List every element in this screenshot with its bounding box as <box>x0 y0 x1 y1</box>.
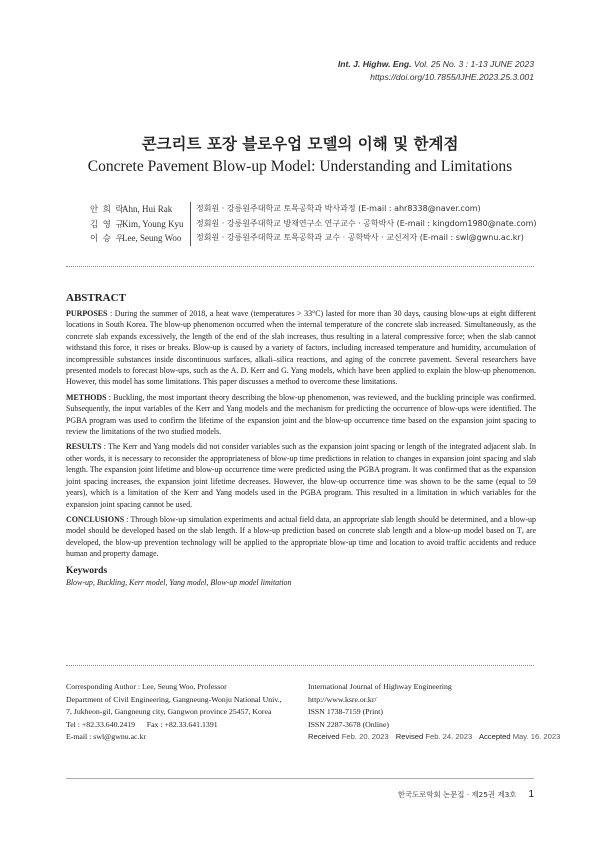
corresponding-author <box>66 681 282 744</box>
corresponding-line: Department of Civil Engineering, Gangneung-Wonju National Univ., <box>66 694 282 704</box>
corresponding-line: Tel : +82.33.640.2419 Fax : +82.33.641.1391 <box>66 719 218 729</box>
revised-label: Revised <box>395 732 424 741</box>
keywords-heading: Keywords <box>66 565 108 576</box>
journal-info <box>308 681 565 744</box>
purposes-label: PURPOSES <box>66 309 108 318</box>
author-name-ko: 김 영 규 <box>90 218 125 229</box>
author-name-en: Kim, Young Kyu <box>122 218 184 229</box>
footer-journal-ko: 한국도로학회 논문집 · 제25권 제3호 <box>397 790 517 799</box>
author-row <box>90 217 537 232</box>
received-date: Feb. 20. 2023 <box>341 732 389 741</box>
author-row <box>90 202 537 217</box>
journal-issue: Vol. 25 No. 3 : 1-13 JUNE 2023 <box>413 59 534 69</box>
footer-rule <box>66 778 534 779</box>
journal-doi[interactable]: https://doi.org/10.7855/IJHE.2023.25.3.001 <box>370 72 534 82</box>
journal-name: Int. J. Highw. Eng. <box>337 59 412 69</box>
article-dates <box>308 731 565 744</box>
page-number: 1 <box>528 789 534 800</box>
received-label: Received <box>308 732 340 741</box>
author-name-en: Lee, Seung Woo <box>122 233 182 243</box>
corresponding-line: Corresponding Author : Lee, Seung Woo, Professor <box>66 682 227 691</box>
author-affiliation: 정회원 · 강릉원주대학교 토목공학과 교수 · 공학박사 · 교신저자 (E-mail : swl@gwnu.ac.kr) <box>190 231 524 246</box>
results-label: RESULTS <box>66 442 102 452</box>
title-korean: 콘크리트 포장 블로우업 모델의 이해 및 한계점 <box>141 135 459 153</box>
journal-info-line: ISSN 1738-7159 (Print) <box>308 707 383 716</box>
dotted-divider <box>66 665 534 666</box>
abstract-heading: ABSTRACT <box>66 292 126 304</box>
conclusions-text: : Through blow-up simulation experiments and actual field data, an appropriate slab length should be determined, and a blow-up model should be developed based on the slab length. If a blow-up prediction based on concrete slab length and a blow-up model based on Tₑ are developed, the blow-up prevention technology will be applied to the appropriate blow-up time and location to avoid traffic accidents and reduce human and property damage. <box>66 514 536 559</box>
abstract-methods <box>66 392 536 438</box>
author-name-ko: 이 승 우 <box>90 233 125 243</box>
methods-text: : Buckling, the most important theory describing the blow-up phenomenon, was reviewed, and the buckling principle was confirmed. Subsequently, the input variables of the Kerr and Yang models and the mechanism for predicting the occurrence of blow-ups were identified. The PGBA program was used to confirm the lifetime of the expansion joint and the blow-up occurrence time based on the expansion joint spacing to review the limitations of the two studied models. <box>66 392 536 437</box>
author-name-en: Ahn, Hui Rak <box>122 204 173 214</box>
keywords-text: Blow-up, Buckling, Kerr model, Yang model, Blow-up model limitation <box>66 577 292 587</box>
revised-date: Feb. 24. 2023 <box>425 732 473 741</box>
corresponding-line: 7, Jukheon-gil, Gangneung city, Gangwon province 25457, Korea <box>66 707 272 716</box>
journal-info-line: International Journal of Highway Engineering <box>308 682 452 691</box>
purposes-text: : During the summer of 2018, a heat wave (temperatures > 33°C) lasted for more than 30 days, causing blow-ups at eight different locations in South Korea. The blow-up phenomenon occurred when the internal temperature of the concrete slab increased. Simultaneously, as the concrete slab expands excessively, the length of the end of the slab increases, thus resulting in a lateral compressive force; when the slab cannot withstand this force, it rises or breaks. Blow-up is caused by a variety of factors, including increased temperature and humidity, accumulation of incompressible substances inside discontinuous surfaces, alkali–silica reactions, and aging of the concrete pavement. Several researchers have presented models to forecast blow-ups, such as the A. D. Kerr and G. Yang models, which have been applied to explain the blow-up phenomenon. However, this model has some limitations. This paper discusses a method to overcome these limitations. <box>66 309 536 387</box>
results-text: : The Kerr and Yang models did not consider variables such as the expansion joint spacing or length of the integrated adjacent slab. In other words, it is necessary to reconsider the appropriateness of blow-up time predictions in relation to changes in expansion joint spacing and slab length. The expansion joint lifetime and blow-up occurrence time were predicted using the PGBA program. It was confirmed that as the expansion joint spacing increases, the expansion joint lifetime decreases. However, the blow-up occurrence time was shown to be the same (equal to 59 years), which is a limitation of the Kerr and Yang models used in the PGBA program. This resulted in a limitation in which variables for the expansion joint spacing cannot be used. <box>66 442 536 509</box>
conclusions-label: CONCLUSIONS <box>66 514 125 524</box>
author-name-ko: 안 희 락 <box>90 204 125 214</box>
abstract-section <box>66 292 536 587</box>
accepted-date: May. 16. 2023 <box>512 732 561 741</box>
journal-info-line: ISSN 2287-3678 (Online) <box>308 719 389 729</box>
dotted-divider <box>66 266 534 267</box>
methods-label: METHODS <box>66 392 107 402</box>
journal-header <box>338 58 534 84</box>
abstract-purposes <box>66 308 536 388</box>
author-affiliation: 정회원 · 강릉원주대학교 방재연구소 연구교수 · 공학박사 (E-mail : kingdom1980@nate.com) <box>190 217 537 232</box>
author-row <box>90 231 537 246</box>
author-affiliation: 정회원 · 강릉원주대학교 토목공학과 박사과정 (E-mail : ahr8338@naver.com) <box>190 202 481 217</box>
page-footer <box>398 789 534 800</box>
author-list <box>90 202 537 246</box>
title-english: Concrete Pavement Blow-up Model: Understanding and Limitations <box>87 158 513 175</box>
abstract-results <box>66 441 536 509</box>
abstract-conclusions <box>66 514 536 560</box>
accepted-label: Accepted <box>478 732 511 741</box>
corresponding-line: E-mail : swl@gwnu.ac.kr <box>66 732 146 741</box>
journal-url[interactable]: http://www.ksre.or.kr/ <box>308 694 377 704</box>
